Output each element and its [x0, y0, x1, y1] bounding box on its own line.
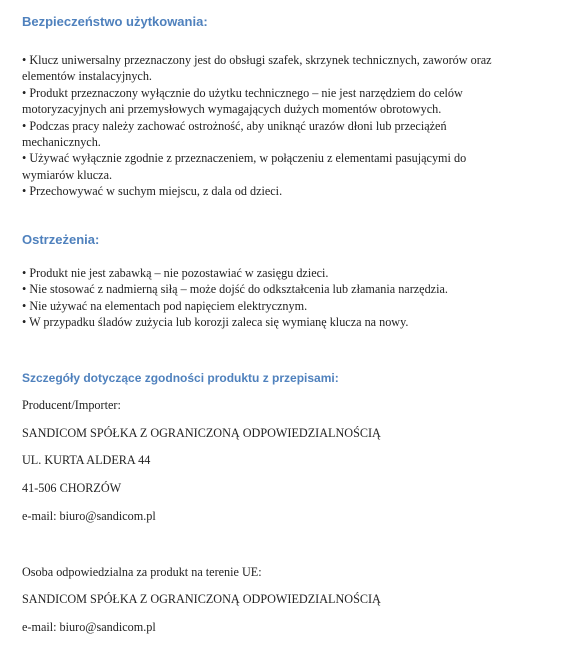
safety-list [22, 52, 512, 200]
producer-name: SANDICOM SPÓŁKA Z OGRANICZONĄ ODPOWIEDZIALNOŚCIĄ [22, 426, 381, 440]
eu-responsible-name: SANDICOM SPÓŁKA Z OGRANICZONĄ ODPOWIEDZIALNOŚCIĄ [22, 592, 381, 606]
producer-city: 41-506 CHORZÓW [22, 481, 122, 495]
eu-responsible-label: Osoba odpowiedzialna za produkt na terenie UE: [22, 565, 262, 579]
warning-item: • Nie stosować z nadmierną siłą – może dojść do odkształcenia lub złamania narzędzia. [22, 282, 448, 297]
safety-item: • Przechowywać w suchym miejscu, z dala od dzieci. [22, 184, 283, 199]
eu-responsible-email: e-mail: biuro@sandicom.pl [22, 620, 156, 634]
warning-item: • Nie używać na elementach pod napięciem elektrycznym. [22, 298, 308, 313]
warning-item: • W przypadku śladów zużycia lub korozji zaleca się wymianę klucza na nowy. [22, 315, 409, 330]
safety-item: • Podczas pracy należy zachować ostrożność, aby uniknąć urazów dłoni lub przeciążeń mechanicznych. [22, 118, 447, 150]
producer-street: UL. KURTA ALDERA 44 [22, 453, 151, 467]
producer-email: e-mail: biuro@sandicom.pl [22, 509, 156, 523]
safety-item: • Produkt przeznaczony wyłącznie do użytku technicznego – nie jest narzędziem do celów motoryzacyjnych ani przemysłowych wymagających dużych momentów obrotowych. [22, 85, 463, 117]
warning-item: • Produkt nie jest zabawką – nie pozostawiać w zasięgu dzieci. [22, 266, 329, 280]
safety-item: • Używać wyłącznie zgodnie z przeznaczeniem, w połączeniu z elementami pasującymi do wymiarów klucza. [22, 151, 467, 182]
warnings-heading: Ostrzeżenia: [22, 232, 100, 247]
safety-item: • Klucz uniwersalny przeznaczony jest do obsługi szafek, skrzynek technicznych, zaworów oraz elementów instalacyjnych. [22, 53, 492, 84]
warnings-list [22, 265, 512, 331]
compliance-heading: Szczegóły dotyczące zgodności produktu z przepisami: [22, 371, 339, 385]
producer-label: Producent/Importer: [22, 398, 121, 412]
safety-heading: Bezpieczeństwo użytkowania: [22, 14, 208, 29]
